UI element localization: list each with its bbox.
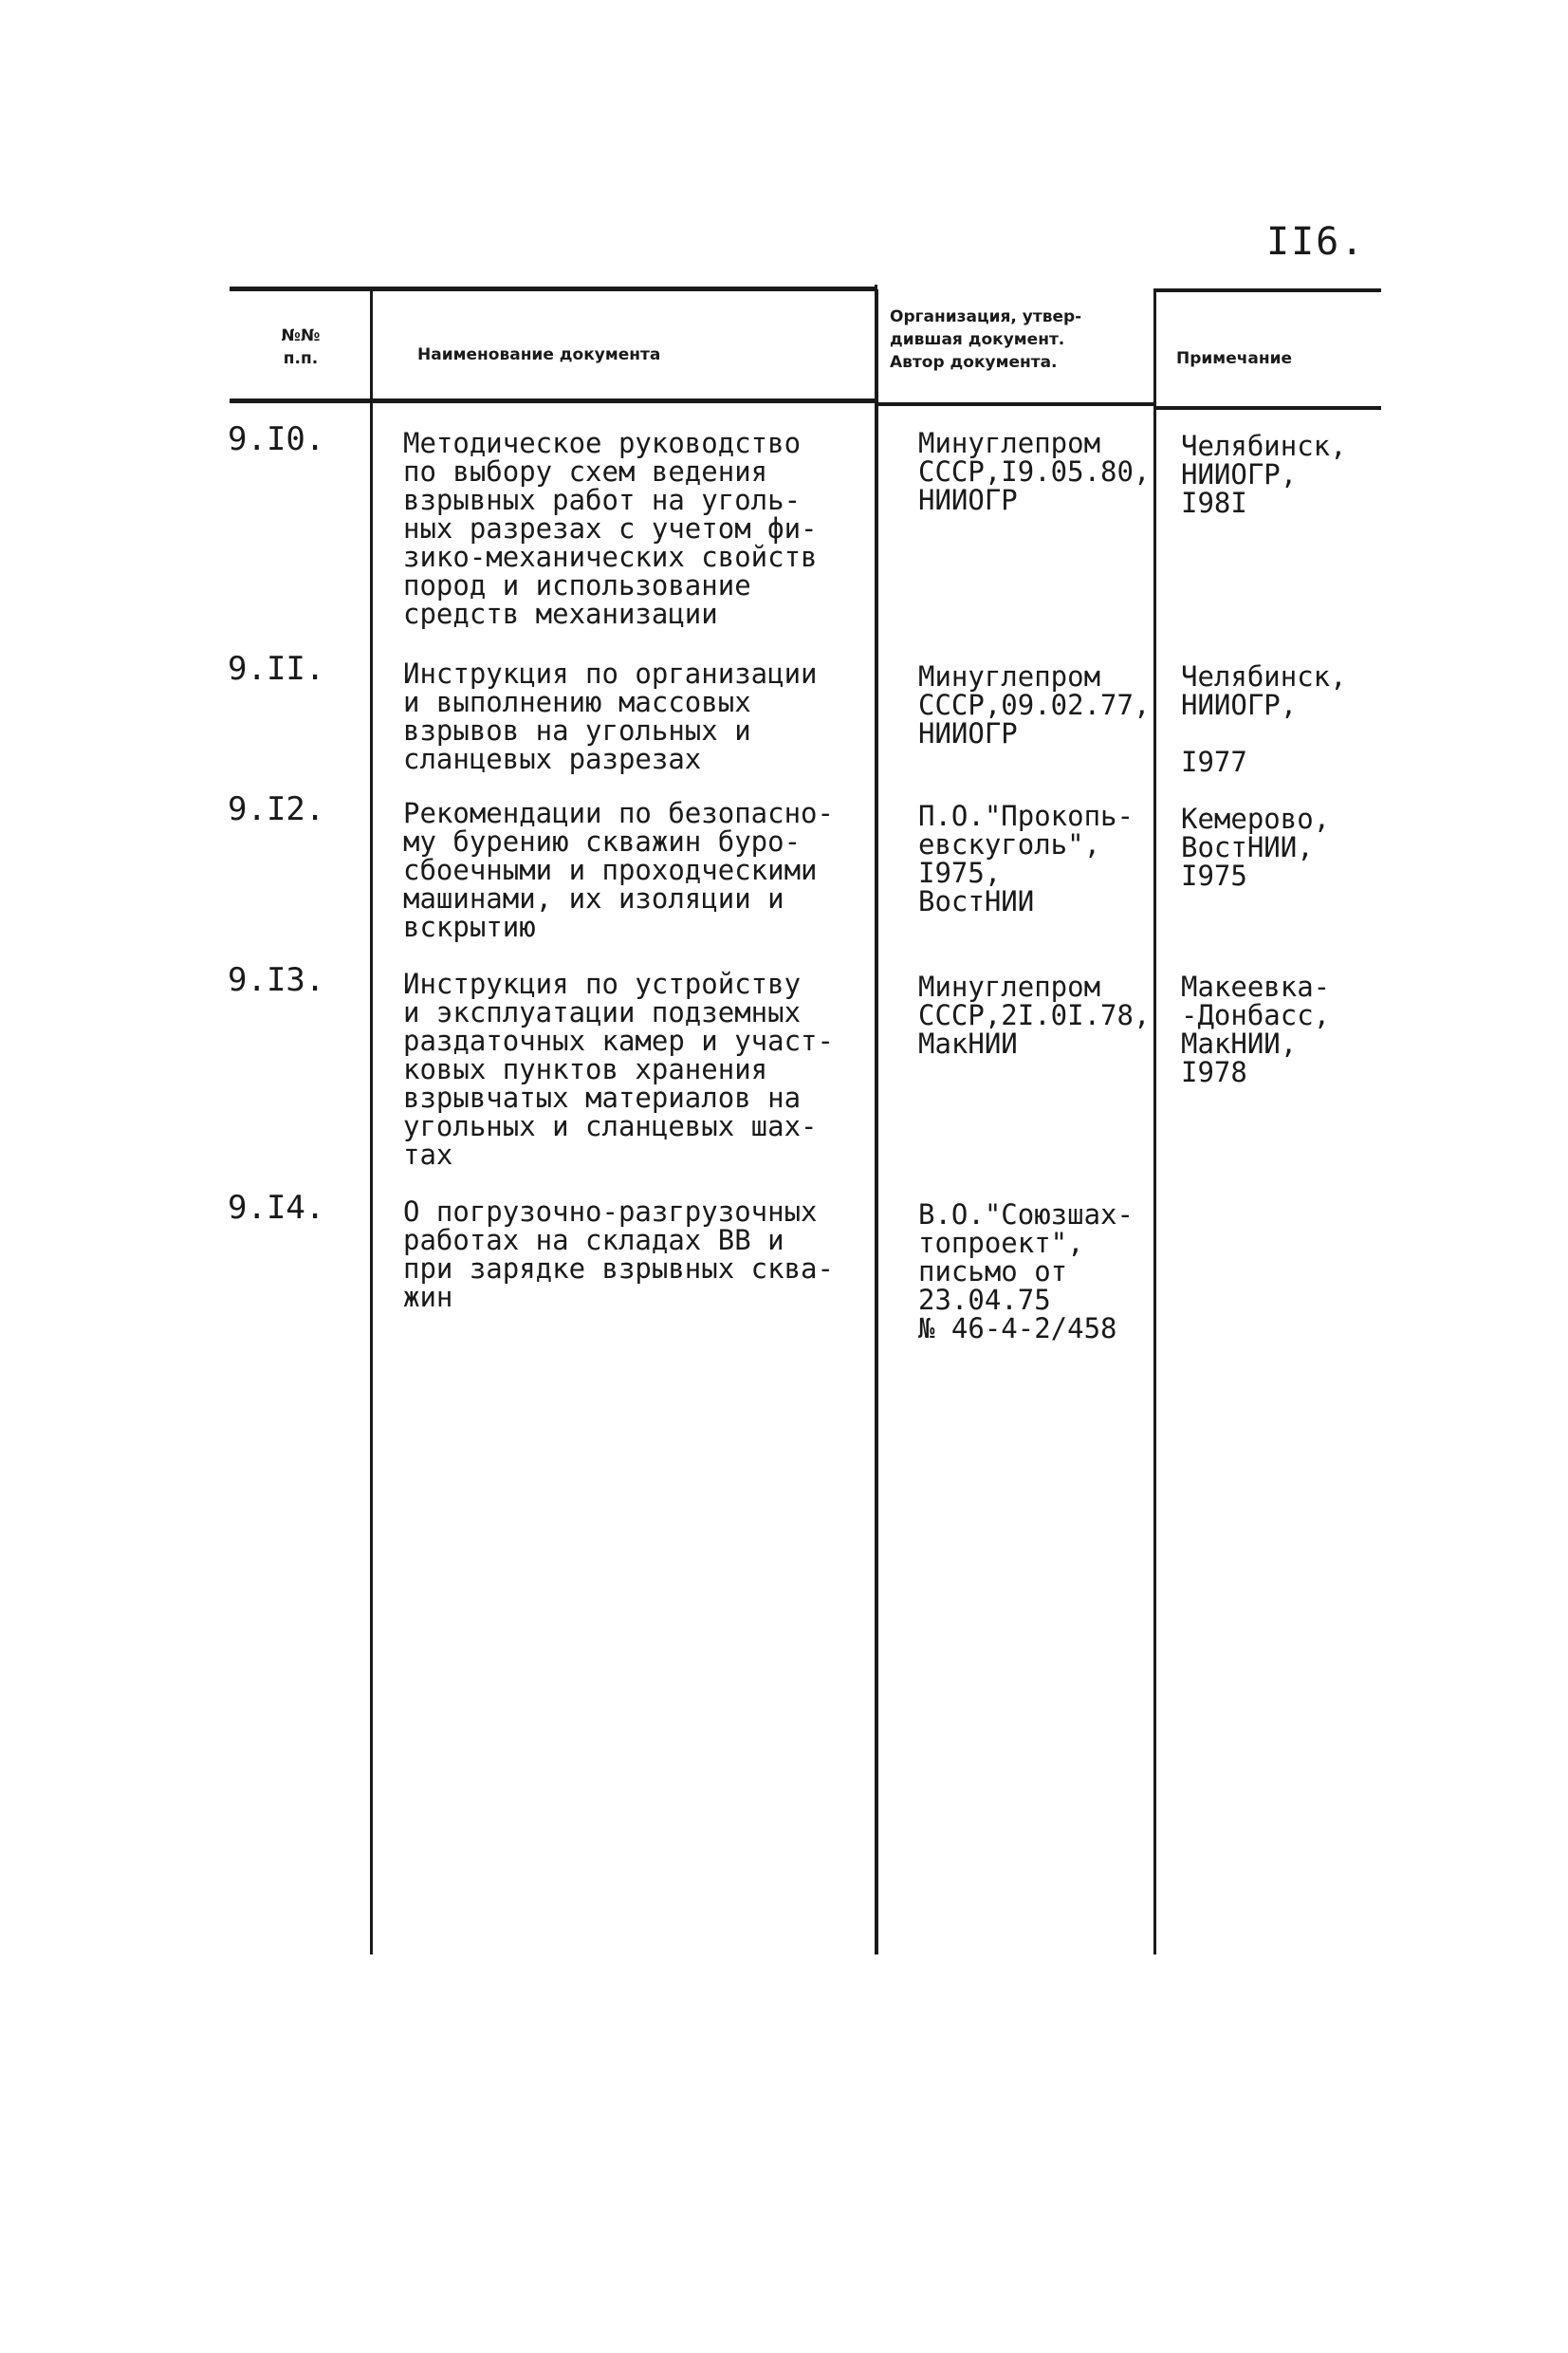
row-note: Макеевка- -Донбасс, МакНИИ, I978 [1181,971,1331,1088]
header-bottom-rule-right [1153,406,1381,410]
header-document-name: Наименование документа [417,345,661,364]
row-note: Челябинск, НИИОГР, I98I [1181,430,1347,519]
row-organization: Минуглепром СССР,09.02.77, НИИОГР [918,660,1151,750]
header-bottom-rule-mid [875,402,1153,406]
row-note: Кемерово, ВостНИИ, I975 [1181,803,1331,892]
row-document-name: Инструкция по устройству и эксплуатации подземных раздаточных камер и участ- ковых пунктов хранения взрывчатых материалов на угольных и сланцевых шах- тах [403,968,834,1171]
row-number: 9.I2. [228,790,325,828]
header-top-rule-right [1153,288,1381,292]
column-divider-2 [875,289,878,1955]
row-organization: П.О."Прокопь- евскуголь", I975, ВостНИИ [918,800,1134,917]
row-document-name: О погрузочно-разгрузочных работах на складах ВВ и при зарядке взрывных сква- жин [403,1195,834,1313]
row-document-name: Рекомендации по безопасно- му бурению скважин буро- сбоечными и проходческими машинами, их изоляции и вскрытию [403,797,834,943]
header-bottom-rule [230,398,875,403]
header-top-rule [230,287,875,291]
column-divider-1 [370,289,373,1955]
row-number: 9.I0. [228,420,325,458]
row-organization: Минуглепром СССР,2I.0I.78, МакНИИ [918,971,1151,1060]
column-divider-3 [1153,289,1156,1955]
row-number: 9.I3. [228,961,325,999]
header-note: Примечание [1176,349,1293,368]
row-document-name: Инструкция по организации и выполнению массовых взрывов на угольных и сланцевых разрезах [403,658,818,775]
row-number: 9.I4. [228,1189,325,1227]
page-number: II6. [1266,220,1366,264]
row-document-name: Методическое руководство по выбору схем ведения взрывных работ на уголь- ных разрезах с учетом фи- зико-механических свойств пород и использование средств механизации [403,427,818,630]
header-organization: Организация, утвер- дившая документ. Автор документа. [890,307,1082,372]
row-organization: Минуглепром СССР,I9.05.80, НИИОГР [918,427,1151,516]
row-number: 9.II. [228,650,325,688]
row-note: Челябинск, НИИОГР, I977 [1181,660,1347,778]
row-organization: В.О."Союзшах- топроект", письмо от 23.04.75 № 46-4-2/458 [918,1198,1134,1344]
header-number: №№ п.п. [281,326,321,368]
